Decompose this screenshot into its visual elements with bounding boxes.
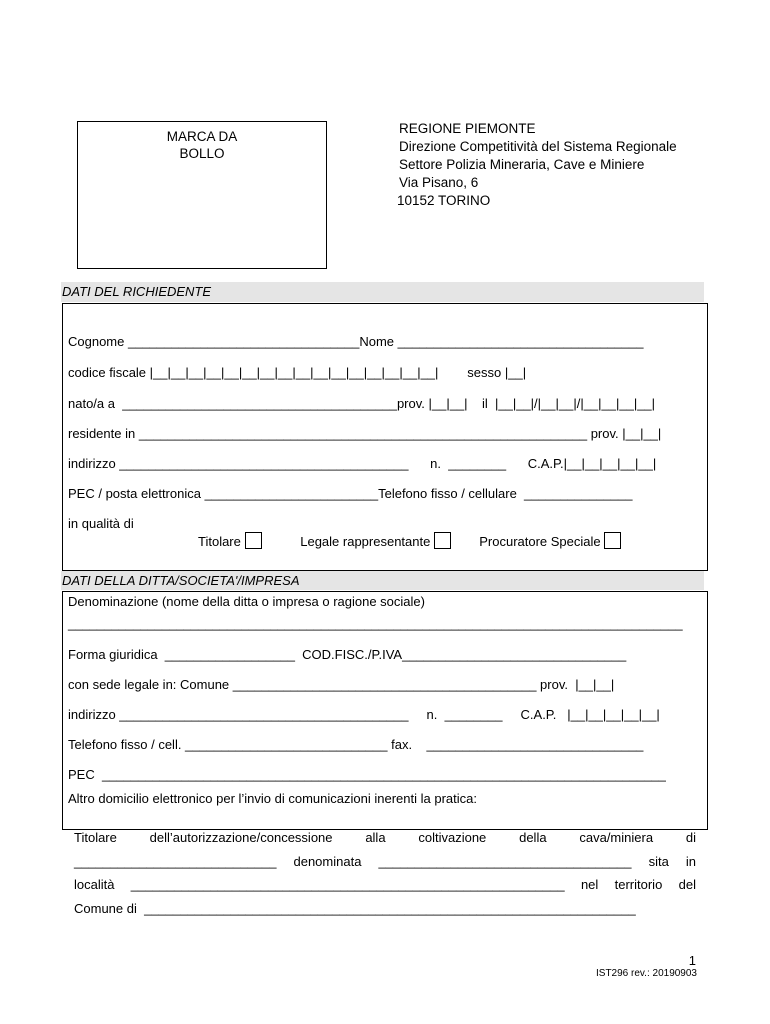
declaration-word: in bbox=[685, 854, 696, 869]
locality-blank[interactable]: ____________________________________________________________ bbox=[130, 877, 565, 892]
municipality-row[interactable]: Comune di ____________________________________________________________________ bbox=[74, 901, 636, 916]
stamp-line-1: MARCA DA bbox=[166, 129, 238, 144]
company-name-label: Denominazione (nome della ditta o impresa o ragione sociale) bbox=[68, 594, 425, 609]
company-address-row[interactable]: indirizzo ________________________________________ n. ________ C.A.P. |__|__|__|__|__| bbox=[68, 707, 660, 722]
role-legal-option[interactable] bbox=[293, 516, 451, 550]
declaration-word: della bbox=[519, 830, 547, 845]
declaration-line-2[interactable] bbox=[74, 854, 696, 870]
address-line: REGIONE PIEMONTE bbox=[399, 121, 536, 136]
declaration-word: nel bbox=[580, 877, 599, 892]
birth-row[interactable]: nato/a a ______________________________________prov. |__|__| il |__|__|/|__|__|/|__|__|__|__| bbox=[68, 396, 656, 411]
stamp-line-2: BOLLO bbox=[179, 146, 225, 161]
role-owner-checkbox[interactable] bbox=[245, 532, 262, 549]
declaration-word: dell’autorizzazione/concessione bbox=[149, 830, 333, 845]
company-name-line[interactable]: _____________________________________________________________________________________ bbox=[68, 616, 683, 631]
role-proxy-checkbox[interactable] bbox=[604, 532, 621, 549]
declaration-word: territorio bbox=[614, 877, 663, 892]
section-header-company: DATI DELLA DITTA/SOCIETA'/IMPRESA bbox=[61, 571, 704, 590]
declaration-word: denominata bbox=[293, 854, 362, 869]
declaration-line-1 bbox=[74, 830, 696, 846]
declaration-word: alla bbox=[365, 830, 386, 845]
other-domicile-label: Altro domicilio elettronico per l’invio di comunicazioni inerenti la pratica: bbox=[68, 791, 477, 806]
declaration-word: coltivazione bbox=[418, 830, 487, 845]
quarry-name-blank[interactable]: ___________________________________ bbox=[378, 854, 632, 869]
contact-row[interactable]: PEC / posta elettronica ________________________Telefono fisso / cellulare _______________ bbox=[68, 486, 633, 501]
address-line: Settore Polizia Mineraria, Cave e Miniere bbox=[399, 157, 645, 172]
company-pec-row[interactable]: PEC ______________________________________________________________________________ bbox=[68, 767, 666, 782]
address-line: Direzione Competitività del Sistema Regionale bbox=[399, 139, 677, 154]
role-owner-option[interactable] bbox=[191, 516, 262, 550]
registered-office-row[interactable]: con sede legale in: Comune __________________________________________ prov. |__|__| bbox=[68, 677, 615, 692]
surname-name-row[interactable]: Cognome ________________________________Nome __________________________________ bbox=[68, 334, 644, 349]
role-legal-label: Legale rappresentante bbox=[300, 534, 431, 549]
role-proxy-label: Procuratore Speciale bbox=[479, 534, 601, 549]
page-number: 1 bbox=[688, 953, 696, 968]
section-header-applicant: DATI DEL RICHIEDENTE bbox=[61, 282, 704, 302]
declaration-word: Titolare bbox=[74, 830, 117, 845]
residence-row[interactable]: residente in ______________________________________________________________ prov. |__|__| bbox=[68, 426, 662, 441]
declaration-word: del bbox=[678, 877, 696, 892]
address-row[interactable]: indirizzo ________________________________________ n. ________ C.A.P.|__|__|__|__|__| bbox=[68, 456, 657, 471]
declaration-word: cava/miniera bbox=[579, 830, 654, 845]
declaration-word: sita bbox=[648, 854, 669, 869]
role-legal-checkbox[interactable] bbox=[434, 532, 451, 549]
stamp-box bbox=[77, 121, 327, 269]
address-line: 10152 TORINO bbox=[397, 193, 491, 208]
role-proxy-option[interactable] bbox=[472, 516, 621, 550]
declaration-line-3[interactable] bbox=[74, 877, 696, 893]
declaration-word: località bbox=[74, 877, 115, 892]
quarry-owner-blank[interactable]: ____________________________ bbox=[74, 854, 277, 869]
legal-form-row[interactable]: Forma giuridica __________________ COD.FISC./P.IVA_______________________________ bbox=[68, 647, 627, 662]
tax-code-row[interactable]: codice fiscale |__|__|__|__|__|__|__|__|__|__|__|__|__|__|__|__| sesso |__| bbox=[68, 365, 527, 380]
declaration-word: di bbox=[685, 830, 696, 845]
document-revision-code: IST296 rev.: 20190903 bbox=[596, 968, 697, 979]
role-owner-label: Titolare bbox=[198, 534, 241, 549]
role-label: in qualità di bbox=[68, 516, 134, 531]
address-line: Via Pisano, 6 bbox=[399, 175, 479, 190]
company-phone-row[interactable]: Telefono fisso / cell. ____________________________ fax. ______________________________ bbox=[68, 737, 644, 752]
